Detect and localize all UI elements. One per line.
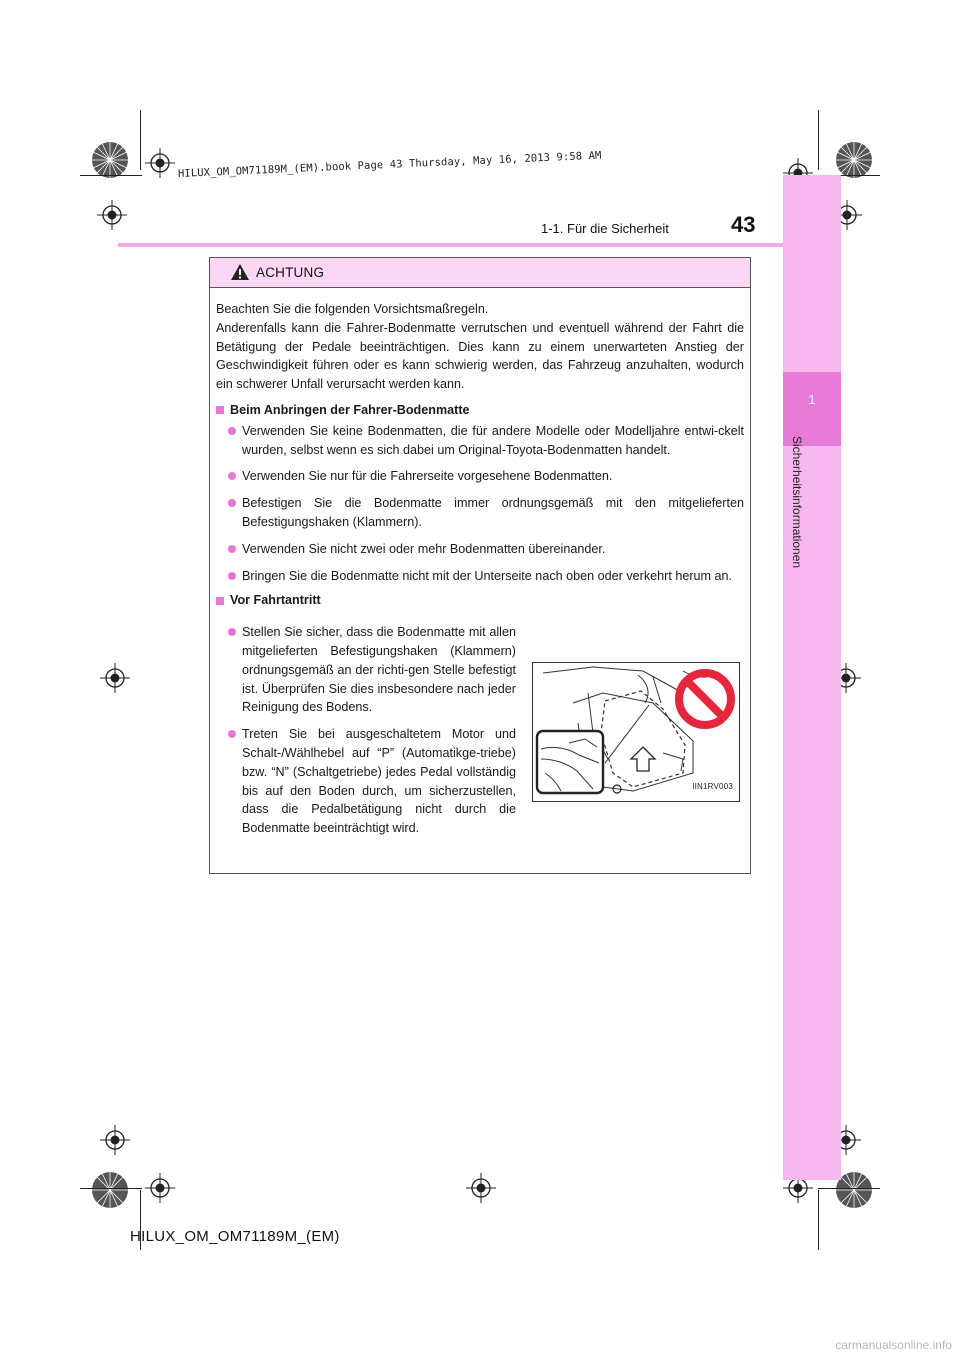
crosshair-mark-left-lower <box>100 1125 130 1155</box>
list-item: Treten Sie bei ausgeschaltetem Motor und Schalt-/Wählhebel auf “P” (Automatikge-triebe) bzw. “N” (Schaltgetriebe) jedes Pedal vollständig bis auf den Boden durch, um sicherzustellen, dass die Pedalbetätigung nicht durch die Bodenmatte beeinträchtigt wird. <box>216 725 516 838</box>
watermark[interactable]: carmanualsonline.info <box>835 1338 952 1352</box>
book-stamp: HILUX_OM_OM71189M_(EM).book Page 43 Thursday, May 16, 2013 9:58 AM <box>177 149 602 180</box>
crop-line <box>818 1188 880 1189</box>
intro-line: Anderenfalls kann die Fahrer-Bodenmatte verrutschen und eventuell während der Fahrt die Betätigung der Pedale beeinträchtigen. Dies kann zu einem unerwarteten Anstieg der Geschwindigkeit führen oder es kann schwierig werden, das Fahrzeug anzuhalten, wodurch ein schwerer Unfall verursacht werden kann. <box>216 320 744 392</box>
crosshair-mark-top-left <box>145 148 175 178</box>
bullet-list <box>216 422 744 586</box>
section-heading-text: Beim Anbringen der Fahrer-Bodenmatte <box>230 402 470 417</box>
figure-caption: IIN1RV003 <box>692 782 733 792</box>
crosshair-mark-bottom-center <box>466 1173 496 1203</box>
registration-mark-top-left-star <box>90 140 130 180</box>
crosshair-mark-bottom-left <box>145 1173 175 1203</box>
warning-intro <box>216 300 744 394</box>
crop-line <box>140 110 141 170</box>
header-rule <box>118 243 783 247</box>
square-bullet-icon <box>216 597 224 605</box>
intro-line: Beachten Sie die folgenden Vorsichtsmaßregeln. <box>216 302 489 316</box>
crosshair-mark-left-middle <box>100 663 130 693</box>
section-title: 1-1. Für die Sicherheit <box>541 221 669 236</box>
bullet-list <box>216 623 516 846</box>
crop-line <box>80 175 142 176</box>
warning-triangle-icon <box>230 263 250 286</box>
registration-mark-top-right-star <box>834 140 874 180</box>
crop-line <box>80 1188 142 1189</box>
page-number: 43 <box>731 212 756 237</box>
chapter-number: 1 <box>808 392 816 407</box>
list-item: Verwenden Sie nur für die Fahrerseite vorgesehene Bodenmatten. <box>216 467 744 486</box>
list-item: Verwenden Sie nicht zwei oder mehr Bodenmatten übereinander. <box>216 540 744 559</box>
section-heading <box>216 401 744 420</box>
crop-line <box>818 1190 819 1250</box>
crop-line <box>818 110 819 170</box>
square-bullet-icon <box>216 406 224 414</box>
warning-body <box>216 300 744 846</box>
list-item: Stellen Sie sicher, dass die Bodenmatte mit allen mitgelieferten Befestigungshaken (Klammern) ordnungsgemäß an der richti-gen Stelle befestigt ist. Überprüfen Sie dies insbesondere nach jeder Reinigung des Bodens. <box>216 623 516 717</box>
chapter-label: Sicherheitsinformationen <box>790 436 804 569</box>
chapter-tab[interactable] <box>783 372 841 446</box>
list-item: Befestigen Sie die Bodenmatte immer ordnungsgemäß mit den mitgelieferten Befestigungshaken (Klammern). <box>216 494 744 532</box>
footer-document-code: HILUX_OM_OM71189M_(EM) <box>130 1228 340 1245</box>
registration-mark-bottom-left-star <box>90 1170 130 1210</box>
chapter-label-container <box>786 436 810 586</box>
warning-box <box>209 257 751 874</box>
section-heading-text: Vor Fahrtantritt <box>230 593 321 608</box>
side-tab-strip <box>783 175 841 1180</box>
list-item: Verwenden Sie keine Bodenmatten, die für andere Modelle oder Modelljahre entwi-ckelt wurden, selbst wenn es sich dabei um Original-Toyota-Bodenmatten handelt. <box>216 422 744 460</box>
floor-mat-illustration <box>532 662 740 802</box>
section-heading <box>216 591 744 610</box>
list-item: Bringen Sie die Bodenmatte nicht mit der Unterseite nach oben oder verkehrt herum an. <box>216 567 744 586</box>
warning-title: ACHTUNG <box>256 265 325 280</box>
crosshair-mark-left-upper <box>97 200 127 230</box>
warning-header <box>210 258 750 288</box>
